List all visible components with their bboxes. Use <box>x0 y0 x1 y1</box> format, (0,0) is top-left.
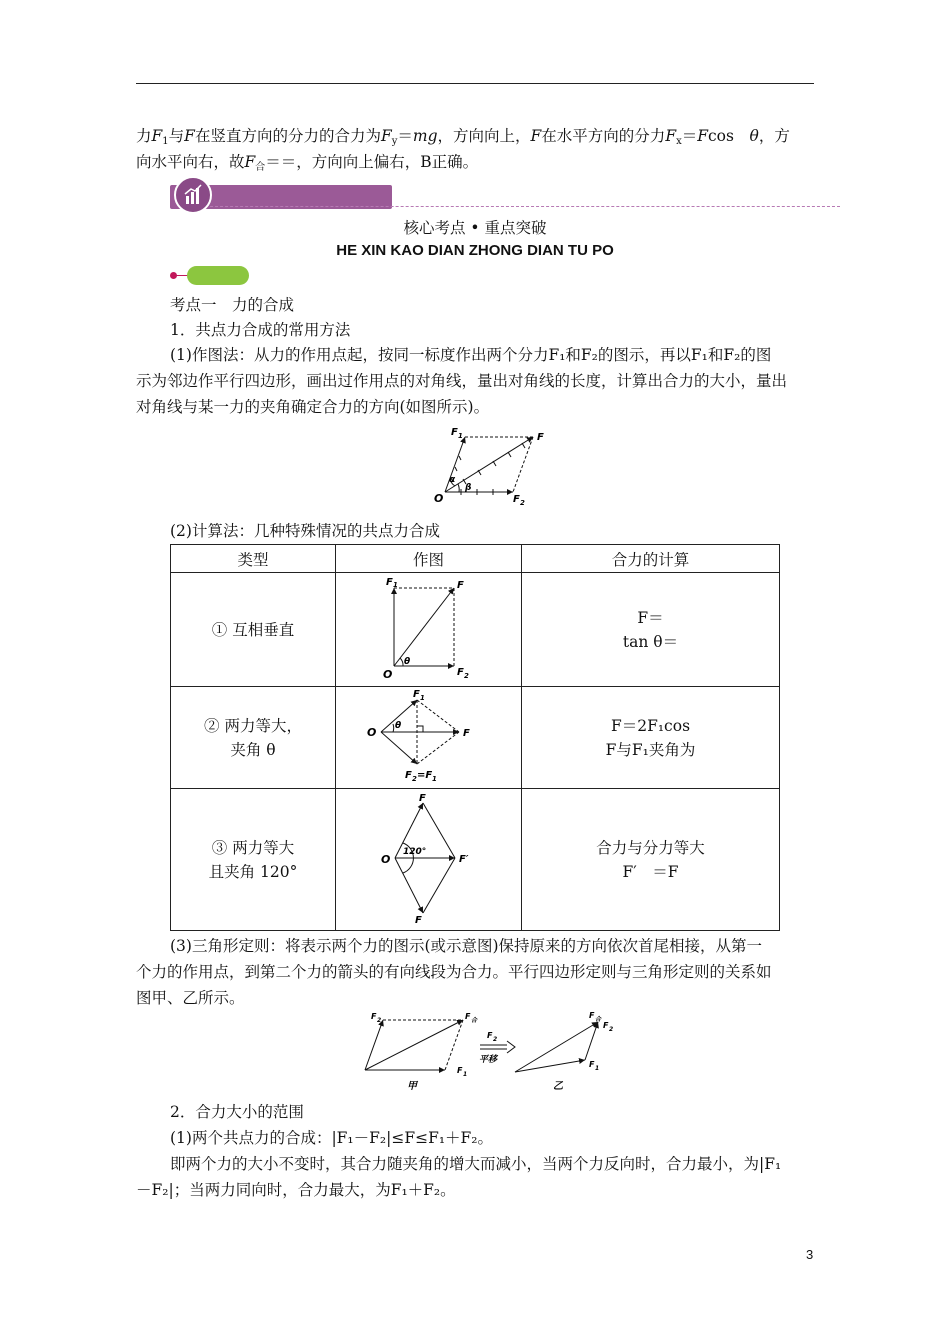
svg-text:β: β <box>465 483 472 493</box>
svg-text:=F: =F <box>416 769 432 781</box>
svg-text:F: F <box>513 494 520 505</box>
marker-pill <box>187 266 249 285</box>
origin-label: O <box>434 492 444 505</box>
svg-text:120°: 120° <box>402 846 426 857</box>
svg-text:1: 1 <box>458 432 463 440</box>
svg-text:F: F <box>404 769 412 781</box>
heading-1: 1．共点力合成的常用方法 <box>170 321 351 339</box>
row-3-figure <box>336 789 522 931</box>
equal-forces-figure <box>359 688 499 784</box>
paragraph-3-line-1: (3)三角形定则：将表示两个力的图示(或示意图)保持原来的方向依次首尾相接，从第一 <box>170 937 763 955</box>
svg-text:O: O <box>382 667 392 681</box>
angle-120-figure <box>369 791 489 925</box>
row-2-type: ② 两力等大， 夹角 θ <box>171 687 336 789</box>
row-1-type: ① 互相垂直 <box>171 573 336 687</box>
paragraph-4: (1)两个共点力的合成：|F₁－F₂|≤F≤F₁＋F₂。 <box>170 1129 494 1147</box>
intro-line-1: 力$F_1$与F在竖直方向的分力的合力为$F_y=mg$，方向向上，F在水平方向的分力$F_x=Fcos$ θ，方 <box>136 127 790 147</box>
svg-text:θ: θ <box>403 656 410 667</box>
svg-text:2: 2 <box>493 1036 498 1043</box>
svg-text:O: O <box>380 852 390 866</box>
svg-text:合: 合 <box>471 1017 478 1024</box>
svg-text:θ: θ <box>394 720 401 731</box>
paragraph-5-line-1: 即两个力的大小不变时，其合力随夹角的增大而减小，当两个力反向时，合力最小，为|F₁ <box>170 1155 782 1173</box>
svg-text:F: F <box>589 1060 595 1069</box>
parallelogram-figure <box>425 422 555 512</box>
section-title: 核心考点 • 重点突破 <box>403 219 547 237</box>
svg-text:1: 1 <box>595 1065 600 1072</box>
paragraph-3-line-3: 图甲、乙所示。 <box>136 989 245 1007</box>
svg-text:2: 2 <box>609 1026 614 1033</box>
header-figure: 作图 <box>336 545 522 573</box>
svg-text:F: F <box>456 579 464 591</box>
row-1-calc: F＝ tan θ＝ <box>522 573 780 687</box>
row-2-calc: F＝2F₁cos F与F₁夹角为 <box>522 687 780 789</box>
svg-text:2: 2 <box>377 1017 382 1024</box>
paragraph-1-line-1: (1)作图法：从力的作用点起，按同一标度作出两个分力F₁和F₂的图示，再以F₁和F₂的图 <box>170 346 772 364</box>
section-pinyin: HE XIN KAO DIAN ZHONG DIAN TU PO <box>336 242 614 259</box>
paragraph-5-line-2: －F₂|；当两力同向时，合力最大，为F₁＋F₂。 <box>136 1181 456 1199</box>
heading-2: 2．合力大小的范围 <box>170 1103 304 1121</box>
svg-text:2: 2 <box>520 499 525 507</box>
svg-text:1: 1 <box>463 1071 468 1078</box>
triangle-rule-figure <box>355 1010 630 1095</box>
paragraph-3-line-2: 个力的作用点，到第二个力的箭头的有向线段为合力。平行四边形定则与三角形定则的关系如 <box>136 963 772 981</box>
svg-text:1: 1 <box>431 774 437 783</box>
paragraph-2: (2)计算法：几种特殊情况的共点力合成 <box>170 522 440 540</box>
svg-text:F′: F′ <box>458 853 468 865</box>
row-1-figure <box>336 573 522 687</box>
svg-text:α: α <box>449 475 456 485</box>
composition-table <box>170 544 780 931</box>
svg-text:F: F <box>418 792 426 804</box>
svg-text:F: F <box>457 1066 463 1075</box>
row-2-figure <box>336 687 522 789</box>
section-dashed-rule <box>200 206 840 207</box>
svg-text:F: F <box>465 1012 471 1021</box>
svg-text:2: 2 <box>411 774 417 783</box>
header-calc: 合力的计算 <box>522 545 780 573</box>
header-type: 类型 <box>171 545 336 573</box>
svg-text:F: F <box>462 727 470 739</box>
svg-text:合: 合 <box>595 1016 602 1023</box>
svg-text:F: F <box>589 1011 595 1020</box>
perpendicular-figure <box>369 574 489 682</box>
page-number: 3 <box>806 1247 814 1262</box>
kaodian-heading: 考点一 力的合成 <box>170 296 295 314</box>
svg-text:F: F <box>537 432 544 443</box>
svg-text:O: O <box>366 725 376 739</box>
intro-line-2: 向水平向右，故$F_合==$，方向向上偏右，B正确。 <box>136 153 479 173</box>
svg-text:F: F <box>414 914 422 925</box>
svg-text:F: F <box>456 666 464 678</box>
paragraph-1-line-3: 对角线与某一力的夹角确定合力的方向(如图所示)。 <box>136 398 490 416</box>
svg-text:乙: 乙 <box>553 1081 563 1092</box>
svg-text:1: 1 <box>419 693 425 702</box>
svg-text:F: F <box>487 1031 493 1040</box>
svg-text:平移: 平移 <box>479 1055 498 1065</box>
svg-text:F: F <box>451 427 458 438</box>
svg-text:F: F <box>412 688 420 700</box>
svg-text:F: F <box>603 1021 609 1030</box>
row-3-calc: 合力与分力等大 F′ ＝F <box>522 789 780 931</box>
svg-text:F: F <box>385 576 393 588</box>
svg-text:F: F <box>371 1012 377 1021</box>
row-3-type: ③ 两力等大 且夹角 120° <box>171 789 336 931</box>
header-rule <box>136 83 814 84</box>
marker-dot <box>170 272 177 279</box>
chart-icon <box>174 176 212 214</box>
svg-text:2: 2 <box>463 671 469 680</box>
paragraph-1-line-2: 示为邻边作平行四边形，画出过作用点的对角线，量出对角线的长度，计算出合力的大小，量出 <box>136 372 788 390</box>
svg-text:甲: 甲 <box>407 1081 417 1092</box>
svg-text:1: 1 <box>392 580 398 589</box>
